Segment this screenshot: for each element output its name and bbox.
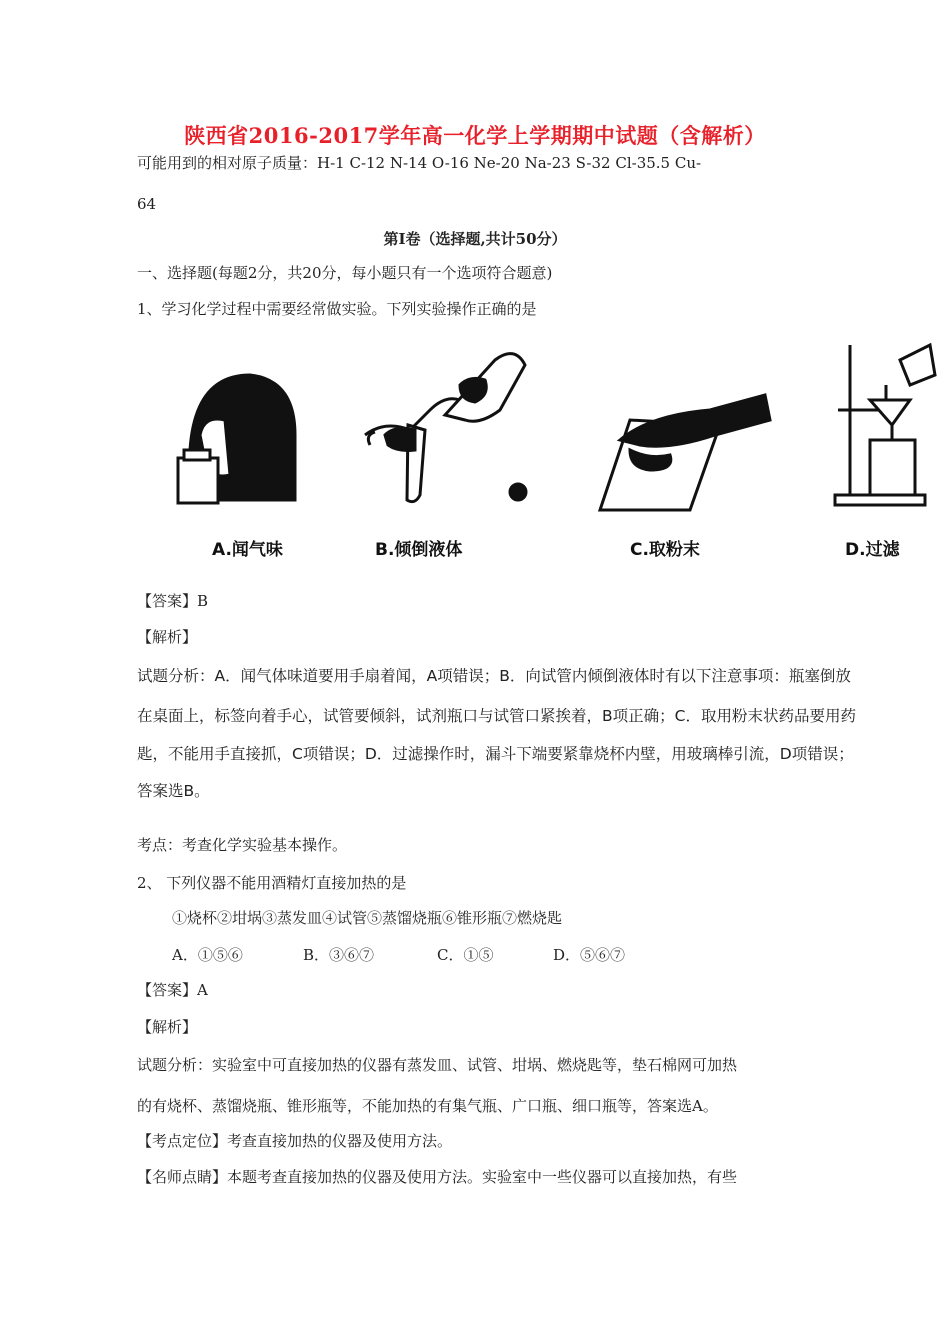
question-1-kaodian: 考点：考查化学实验基本操作。 [137, 836, 348, 854]
question-2-analysis-label: 【解析】 [137, 1018, 198, 1036]
atomic-masses-line-2: 64 [137, 195, 157, 213]
question-1-analysis-line-3: 匙，不能用手直接抓，C项错误；D．过滤操作时，漏斗下端要紧靠烧杯内壁，用玻璃棒引流，D项错误； [137, 745, 854, 763]
question-2-kaodian-dingwei: 【考点定位】考查直接加热的仪器及使用方法。 [137, 1132, 453, 1150]
question-1-answer: 【答案】B [137, 592, 209, 610]
figure-c-powder-image [600, 395, 770, 510]
question-2-answer: 【答案】A [137, 981, 208, 999]
question-1-analysis-line-1: 试题分析：A．闻气体味道要用手扇着闻，A项错误；B．向试管内倾倒液体时有以下注意事项：瓶塞倒放 [137, 667, 851, 685]
figure-caption-a: A.闻气味 [212, 540, 283, 560]
question-1-analysis-line-4: 答案选B。 [137, 782, 210, 800]
question-2-items: ①烧杯②坩埚③蒸发皿④试管⑤蒸馏烧瓶⑥锥形瓶⑦燃烧匙 [172, 909, 563, 927]
question-1-figure [170, 340, 940, 570]
question-1-analysis-label: 【解析】 [137, 628, 198, 646]
question-2-option-d: D．⑤⑥⑦ [553, 946, 626, 964]
question-2-stem: 2、 下列仪器不能用酒精灯直接加热的是 [137, 874, 407, 892]
figure-caption-c: C.取粉末 [630, 540, 700, 560]
question-2-mingshi-dianjing: 【名师点睛】本题考查直接加热的仪器及使用方法。实验室中一些仪器可以直接加热，有些 [137, 1168, 738, 1186]
document-title: 陕西省2016-2017学年高一化学上学期期中试题（含解析） [184, 123, 766, 148]
lab-operations-illustration [170, 340, 940, 570]
section-instruction: 一、选择题(每题2分，共20分，每小题只有一个选项符合题意) [137, 264, 553, 282]
question-2-option-a: A．①⑤⑥ [172, 946, 243, 964]
question-1-analysis-line-2: 在桌面上，标签向着手心，试管要倾斜，试剂瓶口与试管口紧挨着，B项正确；C．取用粉末状药品要用药 [137, 707, 856, 725]
question-2-option-b: B．③⑥⑦ [303, 946, 375, 964]
question-2-analysis-line-1: 试题分析：实验室中可直接加热的仪器有蒸发皿、试管、坩埚、燃烧匙等，垫石棉网可加热 [137, 1056, 738, 1074]
question-2-option-c: C．①⑤ [437, 946, 494, 964]
question-1-stem: 1、学习化学过程中需要经常做实验。下列实验操作正确的是 [137, 300, 537, 318]
figure-caption-d: D.过滤 [845, 540, 900, 560]
atomic-masses-line-1: 可能用到的相对原子质量：H-1 C-12 N-14 O-16 Ne-20 Na-23 S-32 Cl-35.5 Cu- [137, 154, 702, 172]
figure-a-smelling-image [178, 375, 295, 503]
figure-d-filtering-image [835, 345, 935, 505]
section-title: 第Ⅰ卷（选择题,共计50分） [383, 230, 567, 248]
figure-b-pouring-image [365, 354, 526, 502]
figure-caption-b: B.倾倒液体 [375, 540, 463, 560]
question-2-analysis-line-2: 的有烧杯、蒸馏烧瓶、锥形瓶等，不能加热的有集气瓶、广口瓶、细口瓶等，答案选A。 [137, 1097, 718, 1115]
